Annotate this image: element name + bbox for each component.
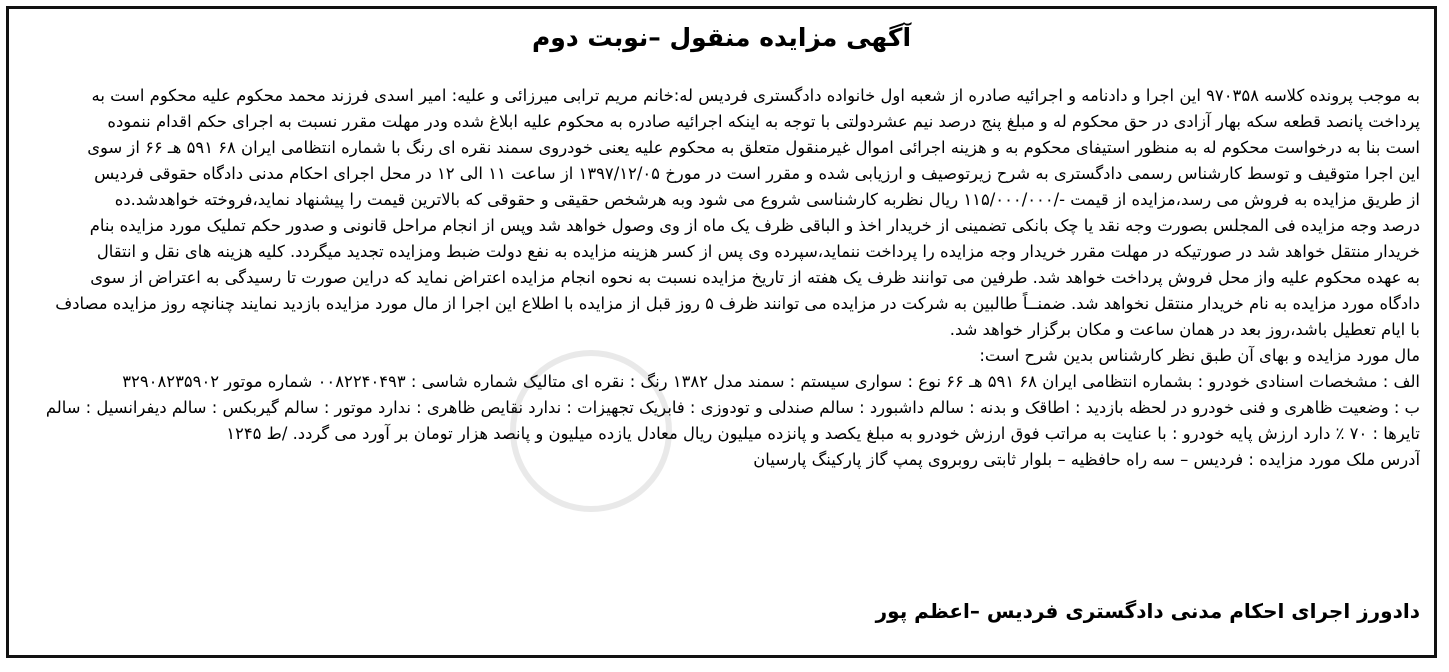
notice-line: با ایام تعطیل باشد،روز بعد در همان ساعت و مکان برگزار خواهد شد. <box>949 320 1420 339</box>
notice-line: آدرس ملک مورد مزایده : فردیس – سه راه حافظیه – بلوار ثابتی روبروی پمپ گاز پارکینگ پارسیان <box>753 450 1420 469</box>
notice-line: ب : وضعیت ظاهری و فنی خودرو در لحظه بازدید : اطاقک و بدنه : سالم داشبورد : سالم صندلی و تودوزی : فابریک تجهیزات : ندارد نقایص ظاهری : ندارد موتور : سالم گیربکس : سالم دیفرانسیل : سالم <box>45 398 1420 417</box>
notice-line: مال مورد مزایده و بهای آن طبق نظر کارشناس بدین شرح است: <box>979 346 1420 365</box>
notice-title: آگهی مزایده منقول –نوبت دوم <box>531 23 912 52</box>
notice-line: درصد وجه مزایده فی المجلس بصورت وجه نقد یا چک بانکی تضمینی از خریدار اخذ و الباقی ظرف یک ماه از وی وصول خواهد شد وپس از انجام مراحل قانونی و صدور حکم تملیک مورد مزایده بنام <box>89 216 1420 235</box>
notice-signature: دادورز اجرای احکام مدنی دادگستری فردیس –اعظم پور <box>875 599 1420 623</box>
notice-line: خریدار منتقل خواهد شد در صورتیکه در مهلت مقرر خریدار وجه مزایده را پرداخت ننماید،سپرده وی پس از کسر هزینه مزایده به نفع دولت ضبط ومزایده تجدید میگردد. کلیه هزینه های نقل و انتقال <box>96 242 1420 261</box>
notice-line: دادگاه مورد مزایده به نام خریدار منتقل نخواهد شد. ضمنــاً طالبین به شرکت در مزایده می توانند ظرف ۵ روز قبل از مزایده با اطلاع این اجرا از مال مورد مزایده بازدید نمایند چنانچه روز مزایده مصادف <box>55 294 1420 313</box>
notice-frame <box>6 6 1437 658</box>
notice-line: به عهده محکوم علیه واز محل فروش پرداخت خواهد شد. طرفین می توانند ظرف یک هفته از تاریخ مزایده نسبت به نحوه انجام مزایده اعتراض نماید که دراین صورت تا رسیدگی به اعتراض از سوی <box>90 268 1420 287</box>
notice-line: از طریق مزایده به فروش می رسد،مزایده از قیمت -/۱۱۵/۰۰۰/۰۰۰ ریال نظربه کارشناسی شروع می شود وبه هرشخص حقیقی و حقوقی که بالاترین قیمت را پیشنهاد نماید،فروخته خواهدشد.ده <box>114 190 1420 209</box>
notice-line: این اجرا متوقیف و توسط کارشناس رسمی دادگستری به شرح زیرتوصیف و ارزیابی شده و مقرر است در مورخ ۱۳۹۷/۱۲/۰۵ از ساعت ۱۱ الی ۱۲ در محل اجرای احکام مدنی دادگاه حقوقی فردیس <box>94 164 1420 183</box>
notice-line: الف : مشخصات اسنادی خودرو : بشماره انتظامی ایران ۶۸ ۵۹۱ هـ ۶۶ نوع : سواری سیستم : سمند مدل ۱۳۸۲ رنگ : نقره ای متالیک شماره شاسی : ۰۰۸۲۲۴۰۴۹۳ شماره موتور ۳۲۹۰۸۲۳۵۹۰۲ <box>122 372 1420 391</box>
notice-body <box>23 83 1420 473</box>
notice-line: تایرها : ۷۰ ٪ دارد ارزش پایه خودرو : با عنایت به مراتب فوق ارزش خودرو به مبلغ یکصد و پانزده میلیون ریال معادل یازده میلیون و پانصد هزار تومان بر آورد می گردد. /ط ۱۲۴۵ <box>226 424 1420 443</box>
notice-line: پرداخت پانصد قطعه سکه بهار آزادی در حق محکوم له و مبلغ پنج درصد نیم عشردولتی با توجه به اینکه اجرائیه صادره به محکوم علیه ابلاغ شده ودر مهلت مقرر نسبت به اجرای حکم اقدام ننموده <box>107 112 1420 131</box>
notice-line: به موجب پرونده کلاسه ۹۷۰۳۵۸ این اجرا و دادنامه و اجرائیه صادره از شعبه اول خانواده دادگستری فردیس له:خانم مریم ترابی میرزائی و علیه: امیر اسدی فرزند محمد محکوم علیه محکوم است به <box>91 86 1420 105</box>
notice-line: است بنا به درخواست محکوم له به منظور استیفای محکوم به و هزینه اجرائی اموال غیرمنقول متعلق به محکوم علیه یعنی خودروی سمند نقره ای رنگ با شماره انتظامی ایران ۶۸ ۵۹۱ هـ ۶۶ از سوی <box>87 138 1420 157</box>
